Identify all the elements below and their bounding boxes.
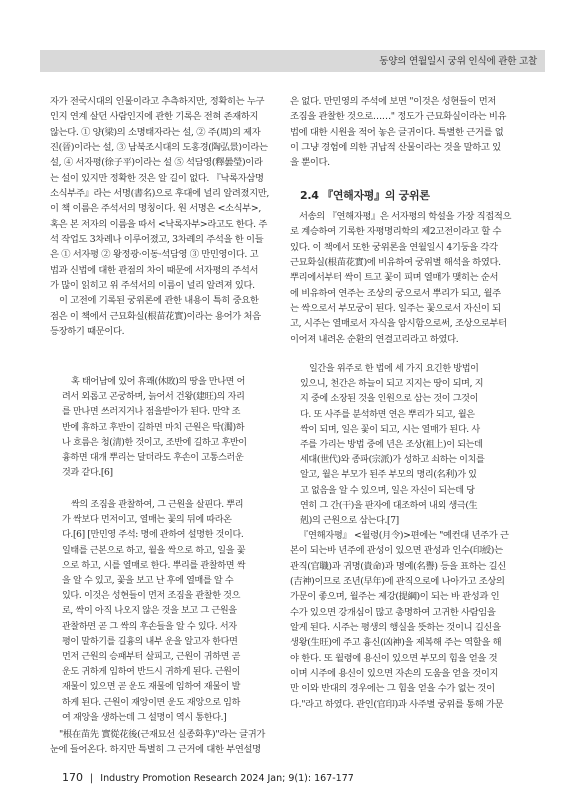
text-line: 점은 이 책에서 근묘화실(根苗花實)이라는 용어가 처음 — [50, 310, 261, 322]
text-line: 는 설이 있지만 정확한 것은 알 길이 없다. 『낙록자삼명 — [50, 172, 264, 184]
text-line: 소식부주』라는 서명(書名)으로 후대에 널리 알려졌지만, — [50, 188, 270, 200]
text-line: 가 싹보다 먼저이고, 열매는 꽃의 뒤에 따라온 — [62, 515, 232, 526]
text-line: 다. 또 사주를 분석하면 연은 뿌리가 되고, 월은 — [300, 409, 475, 420]
text-line: 관찰하면 곧 그 싹의 후손들을 알 수 있다. 서자 — [62, 621, 237, 632]
text-line: 운도 귀하게 임하여 반드시 귀하게 된다. 근원이 — [62, 667, 241, 678]
text-line: 혹 태어남에 있어 휴쾌(休敗)의 땅을 만나면 어 — [71, 377, 246, 387]
section-paragraph — [290, 209, 538, 347]
text-line: 법에 대한 시원을 적어 놓은 글귀이다. 특별한 근거를 없 — [290, 126, 504, 138]
text-line: 하게 된다. 근원이 재앙이면 운도 재앙으로 임하 — [62, 697, 241, 708]
text-line: 있다. 이 책에서 또한 궁위론을 연월일시 4기둥을 각각 — [290, 241, 498, 253]
text-line: 생왕(生旺)에 주고 흉신(凶神)을 제복해 주는 역할을 해 — [290, 637, 502, 649]
block-quote-1 — [62, 375, 284, 481]
text-line: 알게 된다. 시주는 평생의 행실을 뜻하는 것이니 길신을 — [290, 622, 501, 634]
text-line: 수가 있으면 강개심이 많고 총명하여 고귀한 사람임을 — [290, 606, 496, 618]
text-line: 야 한다. 또 월령에 용신이 있으면 부모의 힘을 얻을 것 — [290, 652, 498, 664]
text-line: 가문이 좋으며, 월주는 제강(提綱)이 되는 바 관성과 인 — [290, 591, 500, 603]
text-line: 이며 시주에 용신이 있으면 자손의 도움을 얻을 것이지 — [290, 668, 499, 680]
text-line: 관직(官職)과 귀명(貴命)과 명예(名譽) 등을 표하는 길신 — [290, 560, 506, 572]
text-line: 서송의 『연해자평』은 서자평의 학설을 가장 직접적으 — [299, 211, 512, 222]
text-line: 나 흐름은 청(淸)한 것이고, 조반에 길하고 후반이 — [62, 437, 247, 448]
block-quote-2 — [62, 498, 284, 726]
text-line: 로 계승하여 기록한 자평명리학의 제2고전이라고 할 수 — [290, 226, 502, 238]
text-line: 근묘화실(根苗花實)에 비유하여 궁위별 해석을 하였다. — [290, 257, 501, 269]
text-line: 로, 싹이 아직 나오지 않은 것을 보고 그 근원을 — [62, 606, 237, 617]
right-column — [290, 94, 538, 171]
text-line: 석 작업도 3차례나 이루어졌고, 3차례의 주석을 한 이들 — [50, 234, 264, 246]
text-line: 을 뿐이다. — [290, 157, 330, 169]
text-line: 는 싹으로서 부모궁이 된다. 일주는 꽃으로서 자신이 되 — [290, 303, 501, 315]
text-line: 주를 가리는 방법 중에 년은 조상(祖上)이 되는데 — [300, 440, 483, 451]
text-line: 반에 휴하고 후반이 길하면 마치 근원은 탁(濁)하 — [62, 422, 245, 433]
text-line: 평이 말하기를 길흉의 내부 운을 알고자 한다면 — [62, 636, 238, 647]
text-line: 본이 되는바 년주에 관성이 있으면 관성과 인수(印綬)는 — [290, 545, 503, 557]
text-line: 뿌리에서부터 싹이 트고 꽃이 피며 열매가 맺히는 순서 — [290, 272, 499, 284]
text-line: 에 비유하여 연주는 조상의 궁으로서 뿌리가 되고, 월주 — [290, 287, 501, 299]
text-line: 가 많이 읽히고 위 주석서의 이름이 널리 알려져 있다. — [50, 280, 255, 292]
text-line: 일태를 근본으로 하고, 월을 싹으로 하고, 일을 꽃 — [62, 545, 246, 556]
running-title: 동양의 연월일시 궁위 인식에 관한 고찰 — [379, 56, 537, 67]
text-line: 것과 같다.[6] — [62, 468, 113, 479]
text-line: 은 ① 서자평 ② 왕정광·이동·석담영 ③ 만민영이다. 고 — [50, 249, 259, 261]
page-number: 170 — [62, 771, 83, 784]
text-line: 눈에 들어온다. 하지만 특별히 그 근거에 대한 부연설명 — [50, 744, 261, 756]
text-line: 여 재앙을 생하는데 그 설명이 역시 통한다.] — [62, 712, 227, 723]
text-line: 剋)의 근원으로 삼는다.[7] — [300, 516, 399, 527]
page-header — [0, 0, 585, 72]
text-line: 재물이 있으면 곧 운도 재물에 임하여 재물이 발 — [62, 682, 241, 693]
journal-citation: Industry Promotion Research 2024 Jan; 9(1): 167-177 — [100, 773, 354, 784]
right-bottom-paragraph — [290, 528, 538, 712]
text-line: 이 고전에 기록된 궁위론에 관한 내용이 특히 중요한 — [59, 295, 259, 307]
text-line: 세대(世代)와 종파(宗派)가 성하고 쇠하는 이치를 — [300, 455, 485, 466]
text-line: 고, 시주는 열매로서 자식을 암시함으로써, 조상으로부터 — [290, 318, 507, 330]
text-line: 있다. 이것은 성현들이 먼저 조짐을 관찰한 것으 — [62, 591, 241, 602]
text-line: 설, ④ 서자평(徐子平)이라는 설 ⑤ 석담영(釋曇瑩)이라 — [50, 157, 263, 169]
section-heading: 2.4 『연해자평』의 궁위론 — [300, 189, 430, 202]
text-line: "根在苗先 實從花後(근재묘선 실종화후)"라는 글귀가 — [59, 729, 265, 740]
text-line: 인지 연계 살던 사람인지에 관한 기록은 전혀 존재하지 — [50, 111, 259, 123]
text-line: 다.[6] [만민영 주석: 명에 관하여 설명한 것이다. — [62, 530, 244, 541]
paragraph-2 — [50, 293, 298, 339]
text-line: 자가 전국시대의 인물이라고 추측하지만, 정확히는 누구 — [50, 96, 265, 107]
text-line: 이 책 이름은 주석서의 명칭이다. 원 서명은 <소식부>, — [50, 203, 261, 215]
text-line: 일간을 위주로 한 법에 세 가지 요긴한 방법이 — [309, 364, 479, 374]
text-line: 싹이 되며, 일은 꽃이 되고, 시는 열매가 된다. 사 — [300, 424, 480, 435]
text-line: 싹의 조짐을 관찰하여, 그 근원을 살핀다. 뿌리 — [71, 500, 244, 510]
text-line: 진(晉)이라는 설, ③ 남북조시대의 도홍경(陶弘景)이라는 — [50, 142, 268, 154]
text-line: 알고, 월은 부모가 된주 부모의 명리(名利)가 있 — [300, 470, 477, 481]
text-line: 먼저 근원의 승패부터 살피고, 근원이 귀하면 곧 — [62, 652, 241, 663]
text-line: 지 중에 소장된 것을 인원으로 삼는 것이 그것이 — [300, 394, 479, 405]
block-quote-3 — [300, 362, 530, 529]
right-top-paragraph — [290, 94, 538, 171]
text-line: 고 없음을 알 수 있으며, 일은 자신이 되는데 당 — [300, 485, 475, 496]
text-line: 을 알 수 있고, 꽃을 보고 난 후에 열매를 알 수 — [62, 576, 234, 587]
text-line: 조짐을 관찰한 것으로……" 정도가 근묘화실이라는 비유 — [290, 111, 507, 123]
text-line: 연히 그 간(干)을 판자에 대조하여 내외 생극(生 — [300, 500, 478, 511]
text-line: 흉하면 대개 뿌리는 달더라도 후손이 고통스러운 — [62, 453, 244, 464]
text-line: 『연해자평』 <월령(月令)>편에는 "예컨대 년주가 근 — [299, 530, 509, 541]
text-line: 은 없다. 만민영의 주석에 보면 "이것은 성현들이 먼저 — [290, 96, 497, 107]
text-line: 있으니, 천간은 하늘이 되고 지지는 땅이 되며, 지 — [300, 379, 484, 390]
paragraph-3 — [50, 727, 298, 758]
intro-paragraph — [50, 94, 298, 293]
left-column — [50, 94, 298, 340]
text-line: 다."라고 하였다. 관인(官印)과 사주별 궁위를 통해 가문 — [290, 698, 504, 710]
text-line: 려서 외롭고 곤궁하며, 늙어서 건왕(建旺)의 자리 — [62, 392, 245, 403]
text-line: (吉神)이므로 조년(早年)에 관직으로에 나아가고 조상의 — [290, 576, 505, 588]
page-footer — [62, 771, 354, 784]
text-line: 혹은 본 저자의 이름을 따서 <낙록자부>라고도 한다. 주 — [50, 218, 267, 230]
text-line: 않는다. ① 양(梁)의 소명태자라는 설, ② 주(周)의 제자 — [50, 126, 261, 138]
footer-separator: | — [90, 773, 94, 784]
text-line: 이 그냥 경험에 의한 귀납적 산물이라는 것을 말하고 있 — [290, 142, 501, 154]
text-line: 이어져 내려온 순환의 연결고리라고 하였다. — [290, 333, 459, 345]
text-line: 만 이와 반대의 경우에는 그 힘을 얻을 수가 없는 것이 — [290, 683, 495, 695]
text-line: 등장하기 때문이다. — [50, 326, 125, 338]
text-line: 를 만나면 쓰러지거나 점을받아가 된다. 만약 조 — [62, 407, 241, 418]
text-line: 법과 신법에 대한 관점의 차이 때문에 서자평의 주석서 — [50, 264, 259, 276]
text-line: 으로 하고, 시를 열매로 한다. 뿌리를 관찰하면 싹 — [62, 560, 246, 571]
